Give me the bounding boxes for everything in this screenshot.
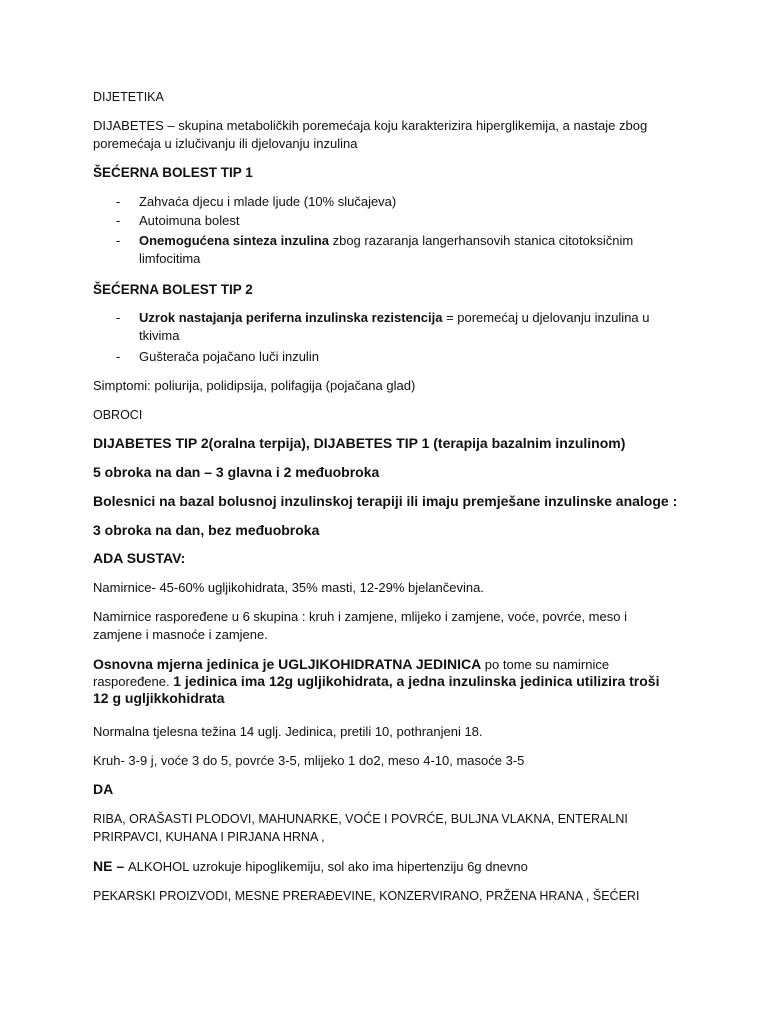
list-item-text — [139, 232, 678, 268]
obroci-heading: OBROCI — [93, 408, 143, 422]
unit-paragraph — [93, 656, 678, 707]
list-item — [93, 348, 678, 366]
list-item-text — [139, 309, 678, 345]
bullet-marker: - — [116, 349, 121, 364]
bolus-line: Bolesnici na bazal bolusnoj inzulinskoj terapiji ili imaju premješane inzulinske analoge : — [93, 493, 678, 509]
meals-five-line: 5 obroka na dan – 3 glavna i 2 međuobroka — [93, 464, 380, 480]
list-item — [93, 232, 678, 270]
list-item-rest: = poremećaj u djelovanju inzulina u tkivima — [139, 310, 650, 343]
nutrient-percent-line: Namirnice- 45-60% ugljikohidrata, 35% masti, 12-29% bjelančevina. — [93, 580, 484, 595]
list-item-rest: zbog razaranja langerhansovih stanica citotoksičnim limfocitima — [139, 233, 634, 266]
ne-paragraph — [93, 857, 678, 876]
da-list: RIBA, ORAŠASTI PLODOVI, MAHUNARKE, VOĆE I POVRĆE, BULJNA VLAKNA, ENTERALNI PRIRPAVCI, KUHANA I PIRJANA HRNA , — [93, 812, 628, 844]
ne-text: ALKOHOL uzrokuje hipoglikemiju, sol ako ima hipertenziju 6g dnevno — [128, 859, 528, 874]
tip1-heading: ŠEĆERNA BOLEST TIP 1 — [93, 165, 253, 180]
list-item-bold: Uzrok nastajanja periferna inzulinska rezistencija — [139, 310, 443, 325]
list-item-text: Zahvaća djecu i mlade ljude (10% slučajeva) — [139, 194, 397, 209]
list-item — [93, 193, 678, 211]
bullet-marker: - — [116, 194, 121, 209]
symptoms-line: Simptomi: poliurija, polidipsija, polifagija (pojačana glad) — [93, 378, 416, 393]
list-item — [93, 309, 678, 347]
normal-weight-line: Normalna tjelesna težina 14 uglj. Jedinica, pretili 10, pothranjeni 18. — [93, 724, 483, 739]
ne-heading: NE – — [93, 858, 129, 874]
definition-paragraph: DIJABETES – skupina metaboličkih poremećaja koju karakterizira hiperglikemija, a nastaje zbog poremećaja u izlučivanju ili djelovanju inzulina — [93, 118, 648, 151]
bullet-marker: - — [116, 310, 121, 325]
food-groups-paragraph: Namirnice raspoređene u 6 skupina : kruh i zamjene, mlijeko i zamjene, voće, povrće, meso i zamjene i masnoće i zamjene. — [93, 609, 627, 642]
list-item-text: Gušterača pojačano luči inzulin — [139, 349, 319, 364]
da-heading: DA — [93, 781, 114, 797]
bullet-marker: - — [116, 233, 121, 248]
bullet-marker: - — [116, 213, 121, 228]
tip2-heading: ŠEĆERNA BOLEST TIP 2 — [93, 282, 253, 297]
ne-list: PEKARSKI PROIZVODI, MESNE PRERAĐEVINE, KONZERVIRANO, PRŽENA HRANA , ŠEĆERI — [93, 889, 640, 903]
unit-text: po tome su namirnice raspoređene. — [93, 657, 610, 689]
unit-bold-second: 1 jedinica ima 12g ugljikohidrata, a jedna inzulinska jedinica utilizira troši 12 g ugljikkohidrata — [93, 673, 660, 706]
list-item-bold: Onemogućena sinteza inzulina — [139, 233, 329, 248]
meals-three-line: 3 obroka na dan, bez međuobroka — [93, 522, 320, 538]
unit-bold: Osnovna mjerna jedinica je UGLJIKOHIDRATNA JEDINICA — [93, 656, 482, 672]
ada-heading: ADA SUSTAV: — [93, 550, 186, 566]
list-item-text: Autoimuna bolest — [139, 213, 240, 228]
therapy-line: DIJABETES TIP 2(oralna terpija), DIJABETES TIP 1 (terapija bazalnim inzulinom) — [93, 435, 626, 451]
units-per-group-line: Kruh- 3-9 j, voće 3 do 5, povrće 3-5, mlijeko 1 do2, meso 4-10, masoće 3-5 — [93, 753, 525, 768]
document-title: DIJETETIKA — [93, 90, 164, 104]
list-item — [93, 212, 678, 230]
